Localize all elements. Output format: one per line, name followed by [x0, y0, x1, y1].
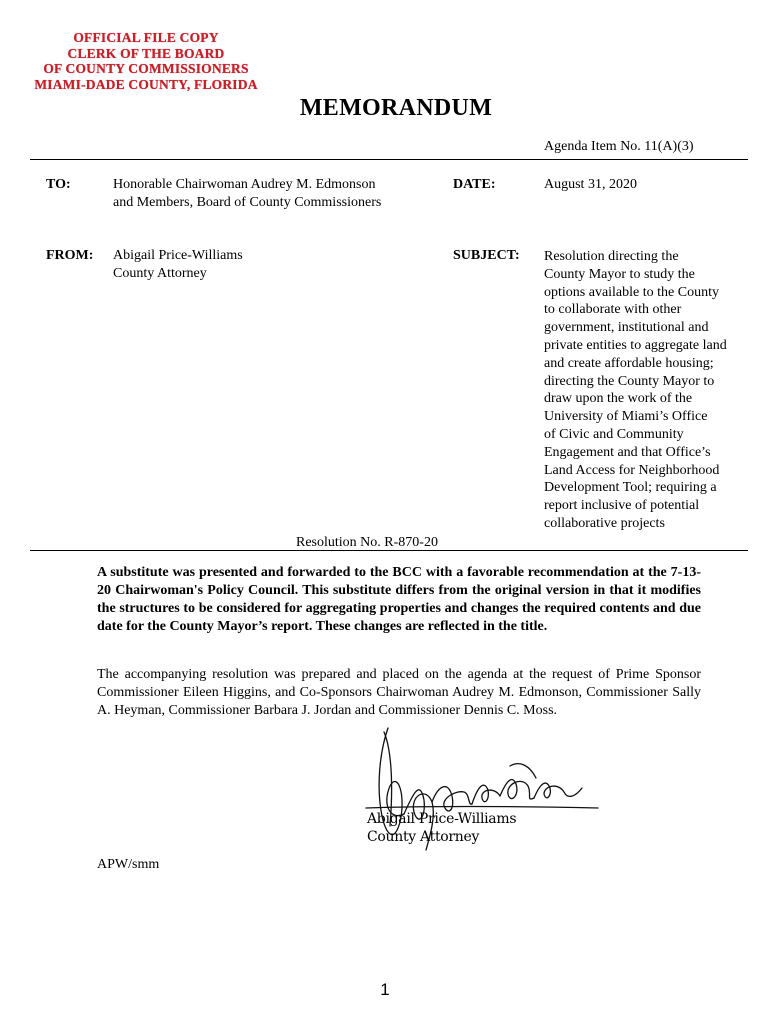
stamp-line: MIAMI-DADE COUNTY, FLORIDA — [34, 76, 258, 92]
subject-line: Engagement and that Office’s — [544, 444, 711, 460]
from-sender — [113, 247, 243, 283]
official-file-copy-stamp — [30, 30, 262, 92]
subject-line: Development Tool; requiring a — [544, 480, 717, 496]
memo-paragraph: The accompanying resolution was prepared and placed on the agenda at the request of Prime Sponsor Commissioner Eileen Higgins, and Co-Sponsors Chairwoman Audrey M. Edmonson, Commissioner Sally A. Heyman, Commissioner Barbara J. Jordan and Commissioner Dennis C. Moss. — [97, 667, 701, 718]
resolution-number: Resolution No. R-870-20 — [296, 535, 438, 550]
to-line: Honorable Chairwoman Audrey M. Edmonson — [113, 177, 376, 192]
signatory-title: County Attorney — [367, 829, 480, 845]
subject-line: to collaborate with other — [544, 302, 682, 318]
subject-line: options available to the County — [544, 284, 719, 300]
subject-line: government, institutional and — [544, 320, 709, 336]
header-divider — [30, 159, 748, 160]
subject-line: private entities to aggregate land — [544, 337, 727, 353]
stamp-line: OFFICIAL FILE COPY — [73, 30, 219, 45]
typist-initials: APW/smm — [97, 857, 160, 872]
agenda-item-number: Agenda Item No. 11(A)(3) — [544, 139, 694, 154]
subject-line: University of Miami’s Office — [544, 409, 708, 425]
to-label: TO: — [46, 177, 71, 192]
subject-line: and create affordable housing; — [544, 355, 714, 371]
from-label: FROM: — [46, 248, 94, 263]
date-value: August 31, 2020 — [544, 177, 637, 192]
subject-line: report inclusive of potential — [544, 498, 700, 514]
subject-line: County Mayor to study the — [544, 266, 695, 282]
substitute-note: A substitute was presented and forwarded to the BCC with a favorable recommendation at the 7-13-20 Chairwoman's Policy Council. This substitute differs from the original version in that it modifies the structures to be considered for aggregating properties and changes the required contents and due date for the County Mayor’s report. These changes are reflected in the title. — [97, 565, 701, 634]
from-line: Abigail Price-Williams — [113, 248, 243, 263]
subject-line: Resolution directing the — [544, 249, 679, 264]
to-recipient — [113, 176, 381, 212]
stamp-line: OF COUNTY COMMISSIONERS — [43, 61, 249, 76]
subject-line: collaborative projects — [544, 515, 665, 531]
stamp-line: CLERK OF THE BOARD — [67, 45, 225, 61]
subject-line: Land Access for Neighborhood — [544, 462, 720, 478]
to-line: and Members, Board of County Commissioners — [113, 195, 382, 210]
subject-line: directing the County Mayor to — [544, 373, 715, 389]
subject-label: SUBJECT: — [453, 248, 520, 263]
memo-title: MEMORANDUM — [299, 95, 493, 121]
from-line: County Attorney — [113, 266, 207, 281]
date-label: DATE: — [453, 177, 496, 192]
signatory-name: Abigail Price-Williams — [367, 811, 517, 827]
subject-text — [544, 248, 744, 533]
signatory-block — [367, 810, 516, 846]
body-divider — [30, 550, 748, 551]
subject-line: draw upon the work of the — [544, 391, 693, 407]
subject-line: of Civic and Community — [544, 426, 684, 442]
page-number: 1 — [380, 980, 390, 999]
